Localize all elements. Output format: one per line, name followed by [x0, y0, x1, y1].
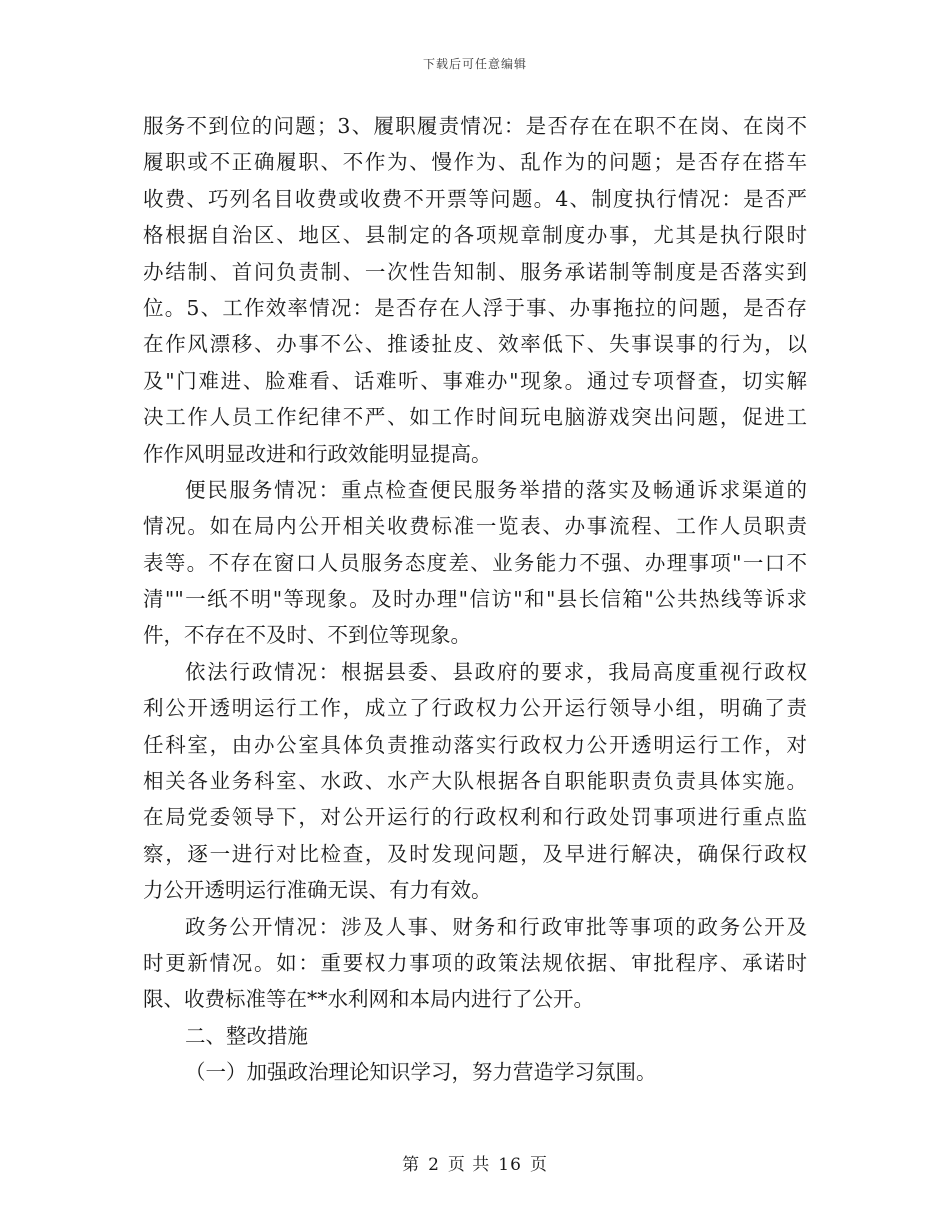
- text-line: 在作风漂移、办事不公、推诿扯皮、效率低下、失事误事的行为，以: [143, 332, 807, 357]
- text-line: 情况。如在局内公开相关收费标准一览表、办事流程、工作人员职责: [143, 514, 807, 539]
- footer-page-number: 2: [428, 1155, 440, 1175]
- text-line: 件，不存在不及时、不到位等现象。: [143, 623, 471, 648]
- text-line: 便民服务情况：重点检查便民服务举措的落实及畅通诉求渠道的: [185, 477, 807, 502]
- text-line: （一）加强政治理论知识学习，努力营造学习氛围。: [185, 1060, 657, 1085]
- text-line: 时更新情况。如：重要权力事项的政策法规依据、审批程序、承诺时: [143, 950, 807, 975]
- text-line: 位。5、工作效率情况：是否存在人浮于事、办事拖拉的问题，是否存: [143, 295, 807, 320]
- text-line: 收费、巧列名目收费或收费不开票等问题。4、制度执行情况：是否严: [143, 186, 807, 211]
- text-line: 办结制、首问负责制、一次性告知制、服务承诺制等制度是否落实到: [143, 259, 807, 284]
- text-line: 相关各业务科室、水政、水产大队根据各自职能职责负责具体实施。: [143, 769, 807, 794]
- text-line: 格根据自治区、地区、县制定的各项规章制度办事，尤其是执行限时: [143, 223, 807, 248]
- footer-middle: 页 共: [447, 1155, 491, 1175]
- text-line: 在局党委领导下，对公开运行的行政权利和行政处罚事项进行重点监: [143, 805, 807, 830]
- text-line: 决工作人员工作纪律不严、如工作时间玩电脑游戏突出问题，促进工: [143, 405, 807, 430]
- text-line: 限、收费标准等在**水利网和本局内进行了公开。: [143, 987, 594, 1012]
- text-line: 察，逐一进行对比检查，及时发现问题，及早进行解决，确保行政权: [143, 841, 807, 866]
- text-line: 政务公开情况：涉及人事、财务和行政审批等事项的政务公开及: [185, 914, 807, 939]
- footer-suffix: 页: [529, 1155, 548, 1175]
- document-body: [143, 108, 807, 1091]
- footer-total-pages: 16: [498, 1155, 522, 1175]
- page-header: 下载后可任意编辑: [422, 57, 527, 71]
- footer-prefix: 第: [402, 1155, 421, 1175]
- text-line: 表等。不存在窗口人员服务态度差、业务能力不强、办理事项"一口不: [143, 550, 807, 575]
- page-footer: [0, 1150, 950, 1175]
- text-line: 依法行政情况：根据县委、县政府的要求，我局高度重视行政权: [185, 659, 807, 684]
- text-line: 履职或不正确履职、不作为、慢作为、乱作为的问题；是否存在搭车: [143, 150, 807, 175]
- text-line: 力公开透明运行准确无误、有力有效。: [143, 878, 492, 903]
- text-line: 作作风明显改进和行政效能明显提高。: [143, 441, 492, 466]
- text-line: 清""一纸不明"等现象。及时办理"信访"和"县长信箱"公共热线等诉求: [143, 587, 807, 612]
- text-line: 任科室，由办公室具体负责推动落实行政权力公开透明运行工作，对: [143, 732, 807, 757]
- text-line: 二、整改措施: [185, 1023, 308, 1048]
- text-line: 利公开透明运行工作，成立了行政权力公开运行领导小组，明确了责: [143, 696, 807, 721]
- text-line: 服务不到位的问题；3、履职履责情况：是否存在在职不在岗、在岗不: [143, 114, 807, 138]
- text-line: 及"门难进、脸难看、话难听、事难办"现象。通过专项督查，切实解: [143, 368, 807, 393]
